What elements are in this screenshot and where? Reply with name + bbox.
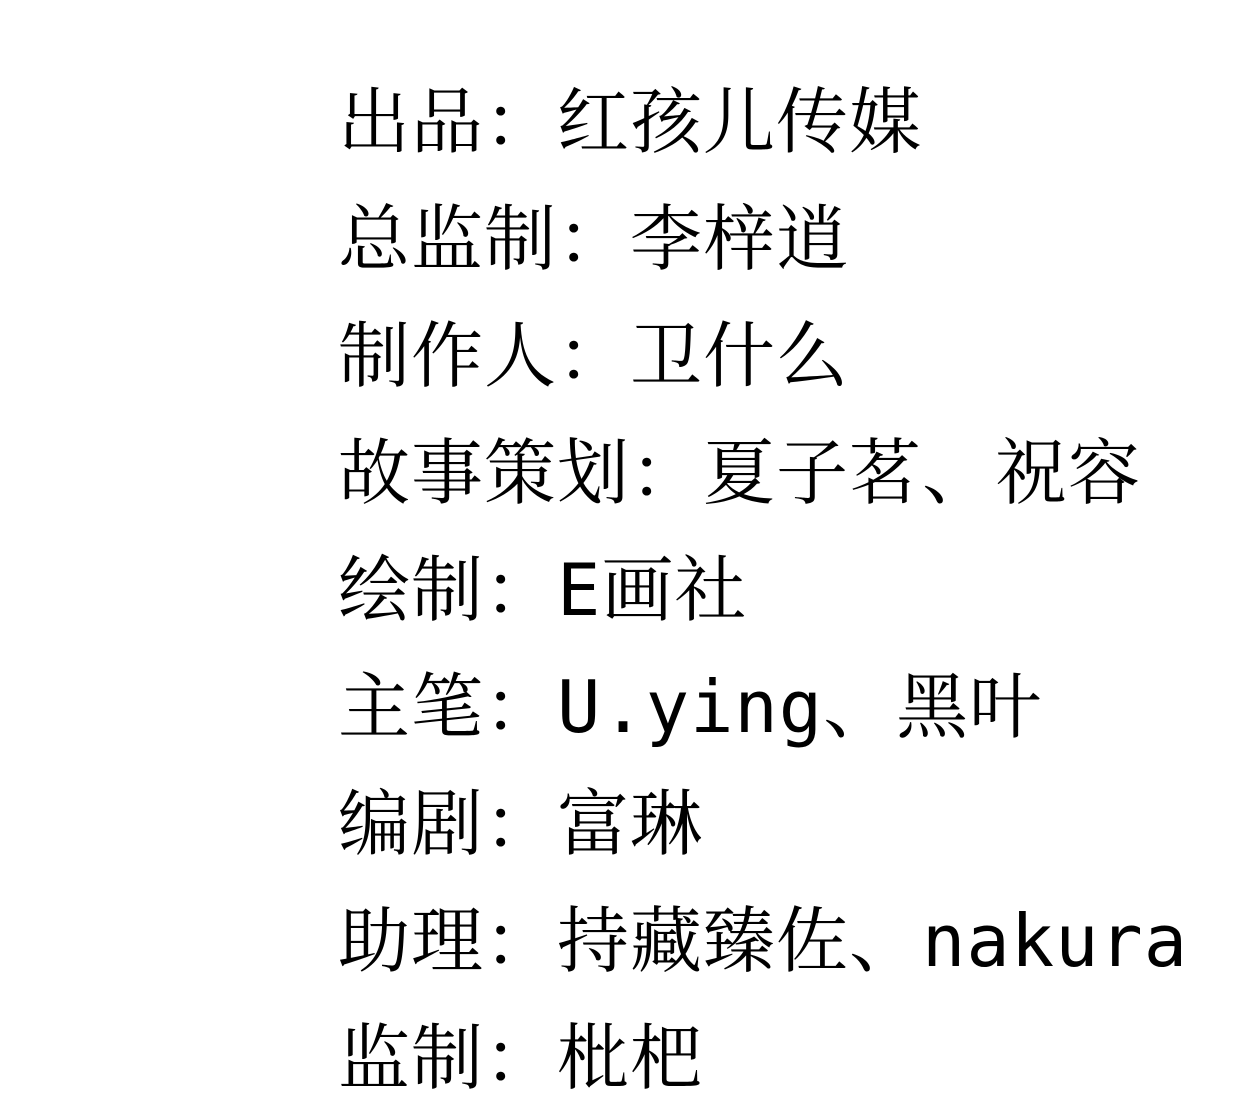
credit-line-artwork — [338, 532, 1188, 649]
credit-role: 监制 — [338, 1016, 485, 1100]
credit-value: 夏子茗、祝容 — [703, 431, 1142, 515]
credit-value: E画社 — [557, 548, 748, 632]
credit-role: 故事策划 — [338, 431, 631, 515]
credit-line-supervisor — [338, 1000, 1188, 1117]
credit-role: 出品 — [338, 80, 485, 164]
credit-role: 绘制 — [338, 548, 485, 632]
credit-value: 富琳 — [557, 782, 704, 866]
credit-role: 编剧 — [338, 782, 485, 866]
credit-colon: ： — [484, 899, 558, 983]
credit-line-chief-supervisor — [338, 181, 1188, 298]
credit-role: 助理 — [338, 899, 485, 983]
credit-colon: ： — [484, 665, 558, 749]
credit-line-screenwriter — [338, 766, 1188, 883]
credit-colon: ： — [484, 1016, 558, 1100]
credit-line-producer — [338, 298, 1188, 415]
credit-line-assistants — [338, 883, 1188, 1000]
credit-value: 卫什么 — [630, 314, 850, 398]
credit-line-producer-company — [338, 64, 1188, 181]
credit-role: 制作人 — [338, 314, 558, 398]
credit-value: 持藏臻佐、nakura — [557, 899, 1189, 983]
credit-value: U.ying、黑叶 — [557, 665, 1043, 749]
credit-colon: ： — [484, 782, 558, 866]
credit-role: 主笔 — [338, 665, 485, 749]
credit-line-lead-artist — [338, 649, 1188, 766]
credit-colon: ： — [630, 431, 704, 515]
credit-value: 枇杷 — [557, 1016, 704, 1100]
credit-colon: ： — [484, 548, 558, 632]
credit-colon: ： — [557, 314, 631, 398]
credit-line-story-planning — [338, 415, 1188, 532]
credit-value: 红孩儿传媒 — [557, 80, 923, 164]
credit-role: 总监制 — [338, 197, 558, 281]
credit-colon: ： — [484, 80, 558, 164]
credits-list — [338, 64, 1188, 1117]
credit-colon: ： — [557, 197, 631, 281]
credit-value: 李梓逍 — [630, 197, 850, 281]
